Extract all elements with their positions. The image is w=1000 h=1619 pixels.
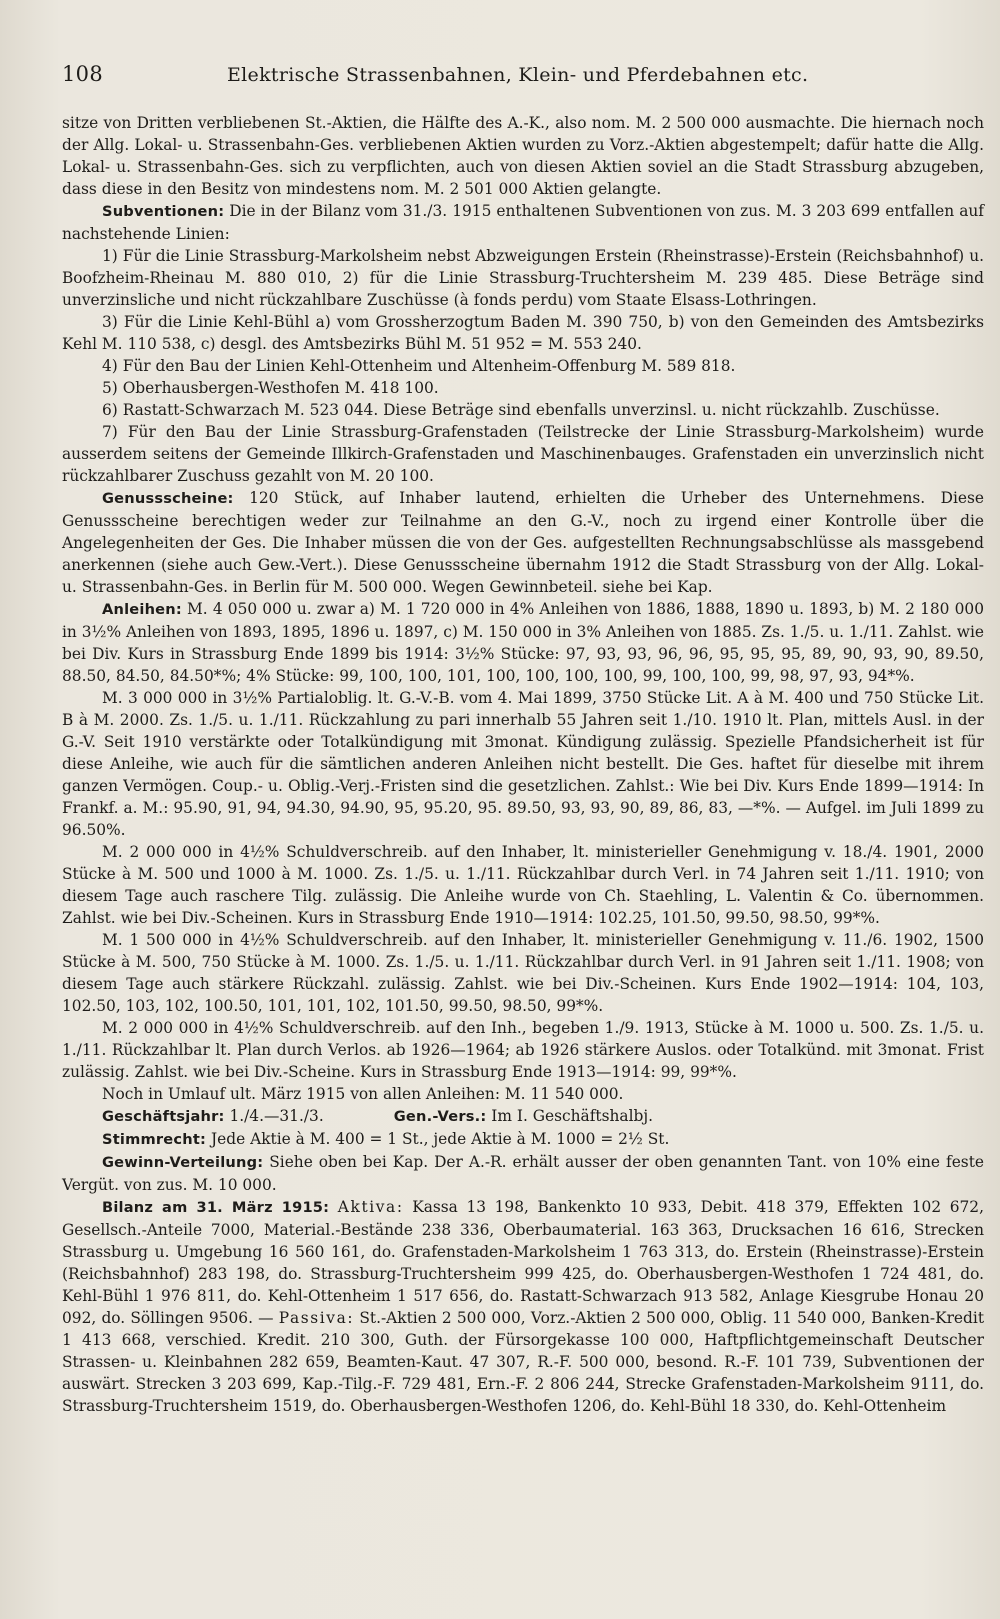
paragraph-schuldverschreib-1901: M. 2 000 000 in 4½% Schuldverschreib. auf den Inhaber, lt. ministerieller Genehmigung v. 18./4. 1901, 2000 Stücke à M. 500 und 1000 à M. 1000. Zs. 1./5. u. 1./11. Rückzahlbar durch Verl. in 74 Jahren seit 1./11. 1910; von diesem Tage auch raschere Tilg. zulässig. Die Anleihe wurde von Ch. Staehling, L. Valentin & Co. übernommen. Zahlst. wie bei Div.-Scheinen. Kurs in Strassburg Ende 1910—1914: 102.25, 101.50, 99.50, 98.50, 99*%.: [62, 843, 984, 927]
page-number: 108: [62, 62, 103, 86]
paragraph-bilanz: Bilanz am 31. März 1915: Aktiva: Kassa 13 198, Bankenkto 10 933, Debit. 418 379, Effekten 102 672, Gesellsch.-Anteile 7000, Material.-Bestände 238 336, Oberbaumaterial. 163 363, Drucksachen 16 616, Strecken Strassburg u. Umgebung 16 560 161, do. Grafenstaden-Markolsheim 1 763 313, do. Erstein (Rheinstrasse)-Erstein (Reichsbahnhof) 283 198, do. Strassburg-Truchtersheim 999 425, do. Oberhausbergen-Westhofen 1 724 481, do. Kehl-Bühl 1 976 811, do. Kehl-Ottenheim 1 517 656, do. Rastatt-Schwarzach 913 582, Anlage Kiesgrube Honau 20 092, do. Söllingen 9506. — Passiva: St.-Aktien 2 500 000, Vorz.-Aktien 2 500 000, Oblig. 11 540 000, Banken-Kredit 1 413 668, verschied. Kredit. 210 300, Guth. der Fürsorgekasse 100 000, Haftpflichtgemeinschaft Deutscher Strassen- u. Kleinbahnen 282 659, Beamten-Kaut. 47 307, R.-F. 500 000, besond. R.-F. 101 739, Subventionen der auswärt. Strecken 3 203 699, Kap.-Tilg.-F. 729 481, Ern.-F. 2 806 244, Strecke Grafenstaden-Markolsheim 9111, do. Strassburg-Truchtersheim 1519, do. Oberhausbergen-Westhofen 1206, do. Kehl-Bühl 18 330, do. Kehl-Ottenheim: [62, 1198, 984, 1415]
section-label-genussscheine: Genussscheine:: [102, 490, 234, 507]
paragraph-schuldverschreib-1902: M. 1 500 000 in 4½% Schuldverschreib. auf den Inhaber, lt. ministerieller Genehmigung v. 11./6. 1902, 1500 Stücke à M. 500, 750 Stücke à M. 1000. Zs. 1./5. u. 1./11. Rückzahlbar durch Verl. in 91 Jahren seit 1./11. 1908; von diesem Tage auch stärkere Rückzahl. zulässig. Zahlst. wie bei Div.-Scheinen. Kurs Ende 1902—1914: 104, 103, 102.50, 103, 102, 100.50, 101, 101, 102, 101.50, 99.50, 98.50, 99*%.: [62, 931, 984, 1015]
document-body: [62, 112, 984, 1417]
paragraph-umlauf: Noch in Umlauf ult. März 1915 von allen Anleihen: M. 11 540 000.: [102, 1085, 624, 1103]
paragraph-schuldverschreib-1913: M. 2 000 000 in 4½% Schuldverschreib. auf den Inh., begeben 1./9. 1913, Stücke à M. 1000 u. 500. Zs. 1./5. u. 1./11. Rückzahlbar lt. Plan durch Verlos. ab 1926—1964; ab 1926 stärkere Auslos. oder Totalkünd. mit 3monat. Frist zulässig. Zahlst. wie bei Div.-Scheine. Kurs in Strassburg Ende 1913—1914: 99, 99*%.: [62, 1019, 984, 1081]
paragraph-subvention-4: 4) Für den Bau der Linien Kehl-Ottenheim und Altenheim-Offenburg M. 589 818.: [102, 357, 736, 375]
aktiva-label: Aktiva:: [337, 1198, 404, 1216]
running-header: [62, 62, 960, 86]
section-label-geschaeftsjahr: Geschäftsjahr:: [102, 1108, 225, 1125]
paragraph-anleihen: Anleihen: M. 4 050 000 u. zwar a) M. 1 720 000 in 4% Anleihen von 1886, 1888, 1890 u. 1893, b) M. 2 180 000 in 3½% Anleihen von 1893, 1895, 1896 u. 1897, c) M. 150 000 in 3% Anleihen von 1885. Zs. 1./5. u. 1./11. Zahlst. wie bei Div. Kurs in Strassburg Ende 1899 bis 1914: 3½% Stücke: 97, 93, 93, 96, 96, 95, 95, 95, 89, 90, 93, 90, 89.50, 88.50, 84.50, 84.50*%; 4% Stücke: 99, 100, 100, 101, 100, 100, 100, 100, 99, 100, 100, 99, 98, 97, 93, 94*%.: [62, 600, 984, 685]
paragraph-gewinn-verteilung: Gewinn-Verteilung: Siehe oben bei Kap. Der A.-R. erhält ausser der oben genannten Tant. von 10% eine feste Vergüt. von zus. M. 10 000.: [62, 1153, 984, 1194]
paragraph-geschaeftsjahr: Geschäftsjahr: 1./4.—31./3. Gen.-Vers.: Im I. Geschäftshalbj.: [102, 1107, 654, 1125]
paragraph-genussscheine: Genussscheine: 120 Stück, auf Inhaber lautend, erhielten die Urheber des Unternehmens. Diese Genussscheine berechtigen weder zur Teilnahme an den G.-V., noch zu irgend einer Kontrolle über die Angelegenheiten der Ges. Die Inhaber müssen die von der Ges. aufgestellten Rechnungsabschlüsse als massgebend anerkennen (siehe auch Gew.-Vert.). Diese Genussscheine übernahm 1912 die Stadt Strassburg von der Allg. Lokal- u. Strassenbahn-Ges. in Berlin für M. 500 000. Wegen Gewinnbeteil. siehe bei Kap.: [62, 489, 984, 596]
paragraph-subvention-7: 7) Für den Bau der Linie Strassburg-Grafenstaden (Teilstrecke der Linie Strassburg-Markolsheim) wurde ausserdem seitens der Gemeinde Illkirch-Grafenstaden und Maschinenbauges. Grafenstaden ein unverzinslich nicht rückzahlbarer Zuschuss gezahlt von M. 20 100.: [62, 423, 984, 485]
paragraph-subvention-6: 6) Rastatt-Schwarzach M. 523 044. Diese Beträge sind ebenfalls unverzinsl. u. nicht rückzahlb. Zuschüsse.: [102, 401, 940, 419]
running-title: Elektrische Strassenbahnen, Klein- und Pferdebahnen etc.: [227, 64, 809, 86]
section-label-gewinn-verteilung: Gewinn-Verteilung:: [102, 1154, 264, 1171]
paragraph-partialoblig: M. 3 000 000 in 3½% Partialoblig. lt. G.-V.-B. vom 4. Mai 1899, 3750 Stücke Lit. A à M. 400 und 750 Stücke Lit. B à M. 2000. Zs. 1./5. u. 1./11. Rückzahlung zu pari innerhalb 55 Jahren seit 1./10. 1910 lt. Plan, mittels Ausl. in der G.-V. Seit 1910 verstärkte oder Totalkündigung mit 3monat. Kündigung zulässig. Spezielle Pfandsicherheit ist für diese Anleihe, wie auch für die sämtlichen anderen Anleihen nicht bestellt. Die Ges. haftet für dieselbe mit ihrem ganzen Vermögen. Coup.- u. Oblig.-Verj.-Fristen sind die gesetzlichen. Zahlst.: Wie bei Div. Kurs Ende 1899—1914: In Frankf. a. M.: 95.90, 91, 94, 94.30, 94.90, 95, 95.20, 95. 89.50, 93, 93, 90, 89, 86, 83, —*%. — Aufgel. im Juli 1899 zu 96.50%.: [62, 689, 984, 839]
paragraph-subventionen: Subventionen: Die in der Bilanz vom 31./3. 1915 enthaltenen Subventionen von zus. M. 3 203 699 entfallen auf nachstehende Linien:: [62, 202, 984, 243]
section-label-gen-vers: Gen.-Vers.:: [393, 1108, 487, 1125]
paragraph-subvention-5: 5) Oberhausbergen-Westhofen M. 418 100.: [102, 379, 439, 397]
section-label-subventionen: Subventionen:: [102, 203, 225, 220]
paragraph-subvention-3: 3) Für die Linie Kehl-Bühl a) vom Grossherzogtum Baden M. 390 750, b) von den Gemeinden des Amtsbezirks Kehl M. 110 538, c) desgl. des Amtsbezirks Bühl M. 51 952 = M. 553 240.: [62, 313, 984, 353]
paragraph-stimmrecht: Stimmrecht: Jede Aktie à M. 400 = 1 St., jede Aktie à M. 1000 = 2½ St.: [102, 1130, 670, 1148]
section-label-bilanz: Bilanz am 31. März 1915:: [102, 1199, 330, 1216]
paragraph-subvention-1: 1) Für die Linie Strassburg-Markolsheim nebst Abzweigungen Erstein (Rheinstrasse)-Erstein (Reichsbahnhof) u. Boofzheim-Rheinau M. 880 010, 2) für die Linie Strassburg-Truchtersheim M. 239 485. Diese Beträge sind unverzinsliche und nicht rückzahlbare Zuschüsse (à fonds perdu) vom Staate Elsass-Lothringen.: [62, 247, 984, 309]
paragraph-ownership: sitze von Dritten verbliebenen St.-Aktien, die Hälfte des A.-K., also nom. M. 2 500 000 ausmachte. Die hiernach noch der Allg. Lokal- u. Strassenbahn-Ges. verbliebenen Aktien wurden zu Vorz.-Aktien abgestempelt; dafür hatte die Allg. Lokal- u. Strassenbahn-Ges. sich zu verpflichten, auch von diesen Aktien soviel an die Stadt Strassburg abzugeben, dass diese in den Besitz von mindestens nom. M. 2 501 000 Aktien gelangte.: [62, 114, 984, 198]
section-label-anleihen: Anleihen:: [102, 601, 182, 618]
section-label-stimmrecht: Stimmrecht:: [102, 1131, 207, 1148]
passiva-label: Passiva:: [278, 1309, 355, 1327]
